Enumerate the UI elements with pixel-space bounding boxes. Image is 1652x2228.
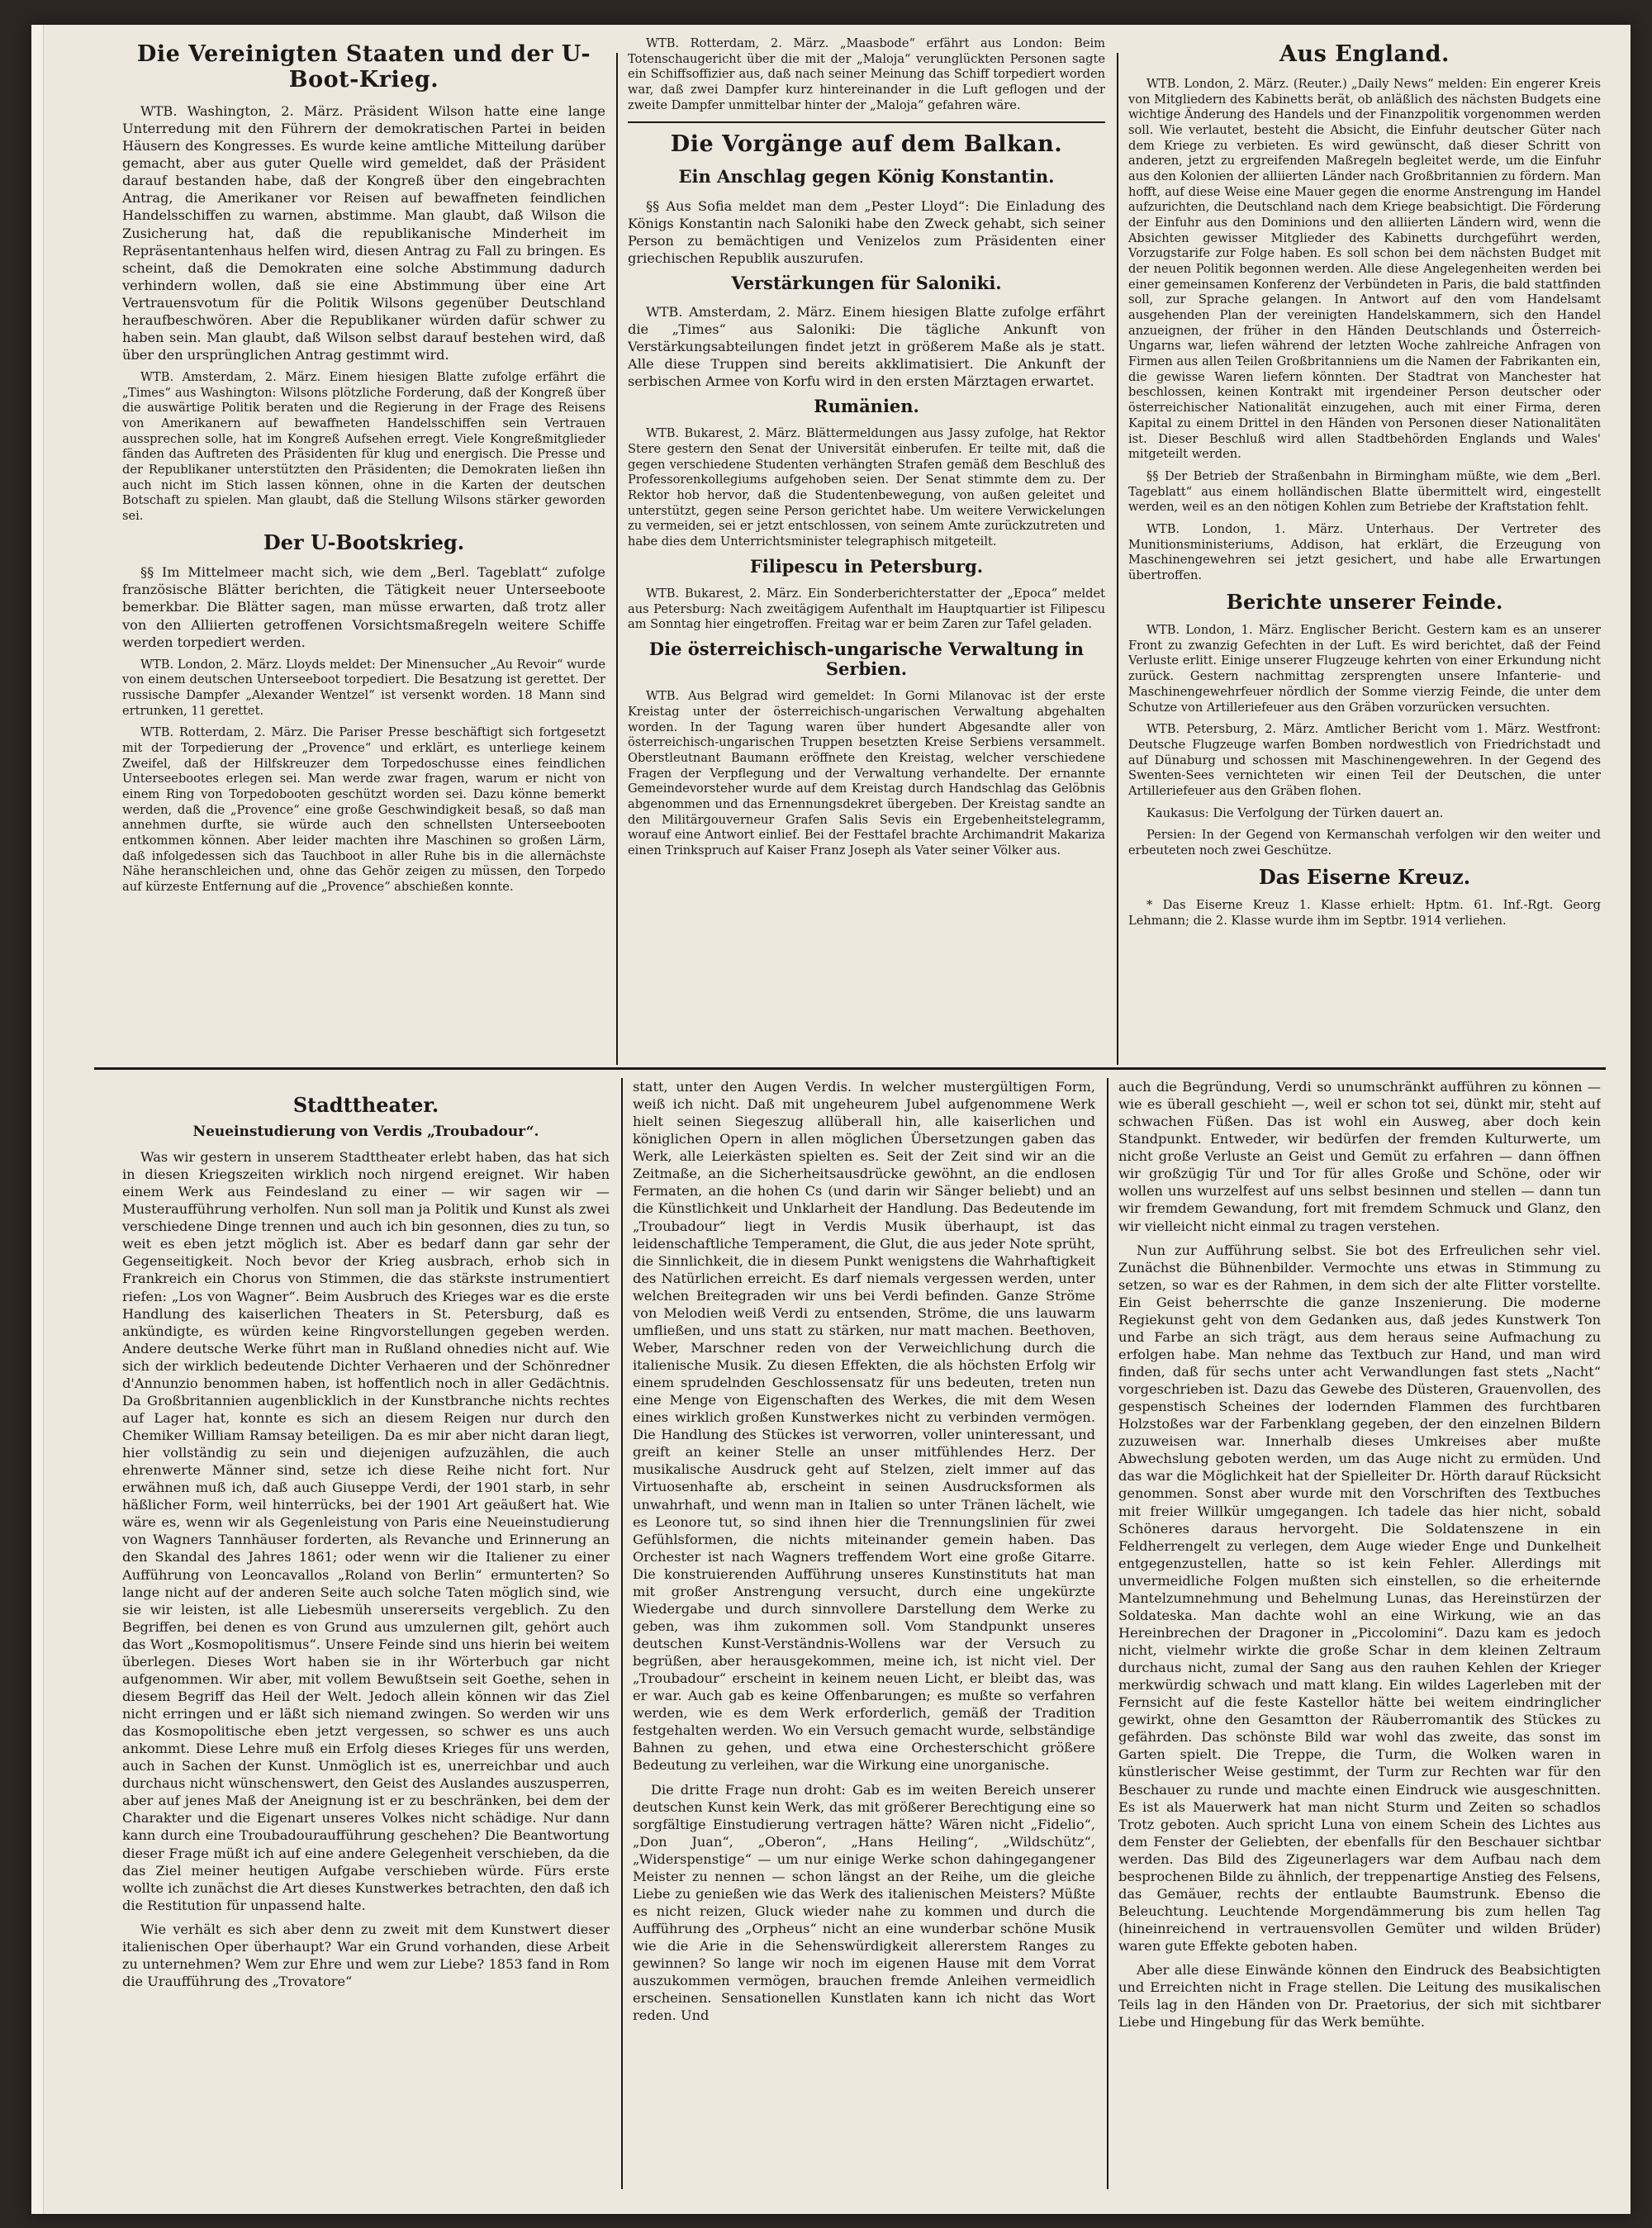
news-column-2 bbox=[628, 36, 1105, 1065]
article-paragraph: Wie verhält es sich aber denn zu zweit mit dem Kunstwert dieser italienischen Oper überhaupt? War ein Grund vorhanden, diese Arbeit zu unternehmen? Wem zur Ehre und wem zur Liebe? 1853 fand in Rom die Uraufführung des „Trovatore“ bbox=[122, 1921, 610, 1989]
feuilleton-column-2 bbox=[633, 1078, 1095, 2202]
article-headline: Die österreichisch-ungarische Verwaltung in Serbien. bbox=[648, 638, 1085, 680]
article-paragraph: Aber alle diese Einwände können den Eindruck des Beabsichtigten und Erreichten nicht in Frage stellen. Die Leitung des musikalischen Teils lag in den Händen von Dr. Praetorius, der sich mit sichtbarer Liebe und Hingebung für das Werk bemühte. bbox=[1118, 1962, 1601, 2031]
article-paragraph: Kaukasus: Die Verfolgung der Türken dauert an. bbox=[1146, 805, 1444, 820]
article-paragraph: WTB. London, 1. März. Englischer Bericht. Gestern kam es an unserer Front zu zwanzig Gefechten in der Luft. Es wird berichtet, daß der Feind Verluste erlitt. Einige unserer Flugzeuge kehrten von einer Erkundung nicht zurück. Gestern nachmittag zersprengten unsere Infanterie- und Maschinengewehrfeuer nördlich der Somme vierzig Feinde, die unter dem Schutze von Artilleriefeuer aus den Gräben vorzurücken versuchten. bbox=[1128, 623, 1601, 715]
article-headline: Ein Anschlag gegen König Konstantin. bbox=[678, 166, 1055, 188]
article-paragraph: WTB. London, 2. März. Lloyds meldet: Der Minensucher „Au Revoir“ wurde von einem deutschen Unterseeboot torpediert. Die Besatzung ist gerettet. Der russische Dampfer „Alexander Wentzel“ ist versenkt worden. 18 Mann sind ertrunken, 11 gerettet. bbox=[122, 657, 605, 718]
column-rule bbox=[1107, 1078, 1108, 2189]
article-headline: Der U-Bootskrieg. bbox=[263, 530, 465, 554]
section-headline: Die Vorgänge auf dem Balkan. bbox=[670, 131, 1063, 158]
news-column-3 bbox=[1128, 36, 1601, 1065]
column-rule bbox=[616, 53, 618, 1065]
feuilleton-column-1 bbox=[122, 1078, 610, 2202]
article-paragraph: auch die Begründung, Verdi so unumschränkt aufführen zu können — wie es überall geschieht —, weil er schon tot sei, dünkt mir, steht auf schwachen Füßen. Das ist wohl ein Ausweg, aber doch kein Standpunkt. Entweder, wir bedürfen der fremden Kulturwerte, um nicht große Verluste an Geist und Gemüt zu erfahren — dann öffnen wir großzügig Tür und Tor für alles Große und Schöne, oder wir wollen uns wurzelfest auf uns selbst besinnen und stellen — dann tun wir fremdem Gewandung, fort mit fremdem Schmuck und Glanz, den wir vielleicht nicht einmal zu tragen verstehen. bbox=[1118, 1079, 1601, 1234]
article-paragraph: §§ Der Betrieb der Straßenbahn in Birmingham müßte, wie dem „Berl. Tageblatt“ aus einem holländischen Blatte übermittelt wird, eingestellt werden, weil es an den nötigen Kohlen zum Betriebe der Kraftstation fehlt. bbox=[1128, 468, 1601, 515]
feuilleton-title: Stadttheater. bbox=[292, 1093, 439, 1117]
article-paragraph: Was wir gestern in unserem Stadttheater erlebt haben, das hat sich in diesen Kriegszeiten wirklich noch nirgend ereignet. Wir haben einem Werk aus Feindesland zu einer — wir sagen wir — Musteraufführung verholfen. Nun soll man ja Politik und Kunst als zwei verschiedene Dinge trennen und auch ich bin gesonnen, dies zu tun, so weit es eben jetzt möglich ist. Aber es bedarf dann gar sehr der Gegenseitigkeit. Noch bevor der Krieg ausbrach, erhob sich in Frankreich ein Chorus von Stimmen, die das stärkste instrumentiert riefen: „Los von Wagner“. Beim Ausbruch des Krieges war es die erste Handlung des kaiserlichen Theaters in St. Petersburg, daß es ankündigte, es würden keine Ringvorstellungen gegeben werden. Andere deutsche Werke führt man in Rußland ohnedies nicht auf. Wie sich der wirklich bedeutende Dichter Verhaeren und der Schönredner d'Annunzio benommen haben, ist hoffentlich noch in aller Gedächtnis. Da Großbritannien augenblicklich in der Kunstbranche nichts rechtes auf Lager hat, konnte es sich an diesem Reigen nur durch den Chemiker William Ramsay beteiligen. Da es mir aber nicht daran liegt, hier vollständig zu sein und diejenigen aufzuzählen, die auch ehrenwerte Männer sind, setze ich diese Reihe nicht fort. Nur erwähnen muß ich, daß auch Giuseppe Verdi, der 1901 starb, in sehr häßlicher Form, weil hinterrücks, bei der 1901 Art geäußert hat. Wie wäre es, wenn wir als Gegenleistung von Paris eine Neueinstudierung von Wagners Tannhäuser forderten, als Revanche und Erinnerung an den Skandal des Jahres 1861; oder wenn wir die Italiener zu einer Aufführung von Leoncavallos „Roland von Berlin“ ermunterten? So lange nicht auf der anderen Seite auch solche Taten möglich sind, wie sie wir leisten, ist alle Liebesmüh unsererseits vergeblich. Zu den Begriffen, bei denen es von Grund aus umzulernen gilt, gehört auch das Wort „Kosmopolitismus“. Unsere Feinde sind uns hierin bei weitem überlegen. Dieses Wort haben sie in ihr Wörterbuch gar nicht aufgenommen. Wir aber, mit vollem Bewußtsein seit Goethe, sehen in diesem Begriff das Heil der Welt. Jedoch allein können wir das Ziel nicht erringen und er läßt sich niemand zwingen. So werden wir uns das Kosmopolitische eben jetzt vergessen, so schwer es uns auch ankommt. Diese Lehre muß ein Erfolg dieses Krieges für uns werden, auch in Sachen der Kunst. Unmöglich ist es, unerreichbar und auch durchaus nicht wünschenswert, den Geist des Auslandes auszusperren, aber auf jenes Maß der Aneignung ist er zu beschränken, bei dem der Charakter und die Eigenart unseres Volkes nicht schädige. Nur dann kann durch eine Troubadouraufführung geschehen? Die Beantwortung dieser Frage müßt ich auf eine andere Gelegenheit verschieben, da die das Ziel meiner heutigen Aufgabe verschieben würde. Fürs erste wollte ich zunächst die Art dieses Kunstwerkes betrachten, den daß ich die Restitution für unpassend halte. bbox=[122, 1149, 610, 1913]
article-paragraph: * Das Eiserne Kreuz 1. Klasse erhielt: Hptm. 61. Inf.-Rgt. Georg Lehmann; die 2. Klasse wurde ihm im Septbr. 1914 verliehen. bbox=[1128, 898, 1601, 928]
article-headline: Verstärkungen für Saloniki. bbox=[731, 272, 1002, 293]
page-margin bbox=[31, 25, 44, 2214]
article-paragraph: Nun zur Aufführung selbst. Sie bot des Erfreulichen sehr viel. Zunächst die Bühnenbilder. Vermochte uns etwas in Stimmung zu setzen, so war es der Rahmen, in dem sich der alte Flitter vorstellte. Ein Geist beherrschte die ganze Inszenierung. Die moderne Regiekunst geht von dem Gedanken aus, daß jedes Kunstwerk Ton und Farbe an sich trägt, aus dem heraus seine Aufmachung zu erfolgen habe. Man nehme das Textbuch zur Hand, und man wird finden, daß für sechs unter acht Verwandlungen fast stets „Nacht“ vorgeschrieben ist. Dazu das Gewebe des Düsteren, Grauenvollen, des gespenstisch Scheines der lodernden Flammen des furchtbaren Holzstoßes war der Farbenklang gegeben, der den einzelnen Bildern zuzuweisen war. Innerhalb dieses Umkreises aber mußte Abwechslung geboten werden, um das Auge nicht zu ermüden. Und das war die Möglichkeit hat der Spielleiter Dr. Hörth darauf Rücksicht genommen. Sonst aber wurde mit den Vorschriften des Textbuches mit freier Willkür umgegangen. Ich tadele das hier nicht, sobald Schöneres daraus hervorgeht. Die Soldatenszene in ein Feldherrengelt zu verlegen, dem Auge wieder Enge und Dunkelheit entgegenzustellen, hatte so ist kein Fehler. Allerdings mit unvermeidliche Folgen mußten sich einstellen, so die erheiternde Mantelzumnehmung und Behelmung Lunas, das Hereinstürzen der Soldateska. Man dachte wohl an eine Wirkung, wie an das Hereinbrechen der Dragoner in „Piccolomini“. Dazu kam es jedoch nicht, vielmehr wirkte die große Schar in dem kleinen Zeltraum durchaus nicht, zumal der Sang aus den rauhen Kehlen der Krieger merkwürdig schwach und matt klang. Ein wildes Lagerleben mit der Fernsicht auf die feste Kastellor hätte bei weitem eindringlicher gewirkt, ohne den Gesamtton der Räuberromantik des Stückes zu gefährden. Das schönste Bild war wohl das zweite, das sonst im Garten spielt. Die Treppe, die Turm, die Wolken waren in künstlerischer Weise gestimmt, der Turm zur Rechten war für den Beschauer zu runde und machte einen Eindruck wie ausgeschnitten. Es ist als Mauerwerk hat man nicht Sturm und Zeiten so schadlos Trotz geboten. Auch spricht Luna von einem Schein des Lichtes aus dem Fenster der Geliebten, der ebenfalls für den Beschauer sichtbar werden. Das Bild des Zigeunerlagers war dem Aufbau nach dem besprochenen Bilde zu ähnlich, der treppenartige Anstieg des Felsens, das Gemäuer, rechts der entlaubte Baumstrunk. Ebenso die Beleuchtung. Leuchtende Morgendämmerung bis zum hellen Tag (hineinreichend in vertrauensvollen Gemüter und wilden Brüder) waren gute Effekte geboten haben. bbox=[1118, 1242, 1601, 1955]
article-paragraph: Persien: In der Gegend von Kermanschah verfolgen wir den weiter und erbeuteten noch zwei Geschütze. bbox=[1128, 828, 1601, 857]
article-headline: Das Eiserne Kreuz. bbox=[1258, 864, 1471, 889]
article-paragraph: statt, unter den Augen Verdis. In welcher mustergültigen Form, weiß ich nicht. Daß mit ungeheurem Jubel aufgenommene Werk hielt seinen Siegeszug allüberall hin, alle kaiserlichen und königlichen Opern in allen möglichen Übersetzungen gaben das Werk, alle Leierkästen spielten es. Seit der Zeit sind wir an die Zeitmaße, an die Sicherheitsausdrücke gewöhnt, an die endlosen Fermaten, an die hohen Cs (und darin wir Sänger beliebt) und an die Künstlichkeit und Unklarheit der Handlung. Das Bedeutende im „Troubadour“ liegt in Verdis Musik überhaupt, ist das leidenschaftliche Temperament, die Glut, die aus jeder Note sprüht, die Sinnlichkeit, die in diesem Punkt wenigstens die Wahrhaftigkeit des Natürlichen erreicht. Es darf niemals vergessen werden, unter welchen Breitegraden wir uns bei Verdi befinden. Ganze Ströme von Melodien weiß Verdi zu entsenden, Ströme, die uns lauwarm umfließen, und uns statt zu stärken, nur matt machen. Beethoven, Weber, Marschner reden von der Verweichlichung durch die italienische Musik. Zu diesen Effekten, die als höchsten Erfolg wir einem sprudelnden Geschlossensatz für uns bedeuten, treten nun eine Menge von Eigenschaften des Werkes, die mit dem Wesen eines wirklich großen Kunstwerkes nicht zu verbinden vermögen. Die Handlung des Stückes ist verworren, voller uninteressant, und greift an keiner Stelle an unser mitfühlendes Herz. Der musikalische Ausdruck geht auf Stelzen, zielt immer auf das Virtuosenhafte ab, erscheint in seinen Ausdrucksformen als unwahrhaft, und wenn man in Italien so unter Tränen lächelt, wie es Leonore tut, so sind ihnen hier die Trennungslinien für zwei Gefühlsformen, die nichts miteinander gemein haben. Das Orchester ist nach Wagners treffendem Wort eine große Gitarre. Die konstruierenden Aufführung unseres Kunstinstituts hat man mit großer Anstrengung versucht, durch eine ungekürzte Wiedergabe und durch sinnvollere Darstellung dem Werke zu geben, was ihm zukommen soll. Vom Standpunkt unseres deutschen Kunst-Verständnis-Wollens war der Versuch zu begrüßen, aber herausgekommen, meine ich, ist nicht viel. Der „Troubadour“ erscheint in keinem neuen Licht, er bleibt das, was er war. Auch gab es keine Offenbarungen; es mußte so verfahren werden, wie es dem Werk erforderlich, gemäß der Tradition festgehalten werden. Wo ein Versuch gemacht wurde, selbständige Bahnen zu gehen, und etwa eine Orchesterschicht größere Bedeutung zu verleihen, war die Wirkung eine unorganische. bbox=[633, 1079, 1095, 1774]
column-rule bbox=[1117, 53, 1118, 1065]
article-paragraph: WTB. London, 2. März. (Reuter.) „Daily News“ melden: Ein engerer Kreis von Mitgliedern des Kabinetts berät, ob anläßlich des nächsten Budgets eine wichtige Änderung des Handels und der Finanzpolitik vorgenommen werden soll. Wie verlautet, besteht die Absicht, die Einfuhr deutscher Güter nach dem Kriege zu verbieten. Es wird gewünscht, daß dieser Schritt von anderen, jetzt zu ergreifenden Maßregeln begleitet werde, um die Einfuhr aus den Kolonien der alliierten Länder nach Großbritannien zu fördern. Man hofft, auf diese Weise eine Mauer gegen die enorme Anstrengung im Handel aufzurichten, die Deutschland nach dem Kriege beabsichtigt. Die Förderung der Einfuhr aus den Dominions und den alliierten Ländern wird, wenn die Absichten gewisser Mitglieder des Kabinetts durchgeführt werden, Vorzugstarife zur Folge haben. Es soll schon bei dem nächsten Budget mit der neuen Politik begonnen werden. Alle diese Angelegenheiten werden bei einer gemeinsamen Konferenz der Verbündeten in Paris, die bald stattfinden soll, zur Sprache gelangen. In Antwort auf den vom Handelsamt ausgehenden Plan der vereinigten Handelskammern, sich den Handel anzueignen, der früher in den Händen Deutschlands und Österreich-Ungarns war, liefen während der letzten Woche zahlreiche Anfragen von Firmen aus allen Teilen Großbritanniens um die Namen der Fabrikanten ein, die gewisse Waren liefern könnten. Der Stadtrat von Manchester hat beschlossen, keinen Kontrakt mit irgendeiner Person deutscher oder österreichischer Nationalität einzugehen, auch mit einer Firma, deren Kapital zu einem Drittel in den Händen von Personen dieser Nationalitäten ist. Dieser Beschluß wird allen Stadtbehörden Englands und Wales' mitgeteilt werden. bbox=[1128, 77, 1601, 462]
newspaper-page bbox=[31, 25, 1631, 2214]
article-paragraph: WTB. Bukarest, 2. März. Ein Sonderberichterstatter der „Epoca“ meldet aus Petersburg: Nach zweitägigem Aufenthalt im Hauptquartier ist Filipescu am Sonntag hier eingetroffen. Freitag war er beim Zaren zur Tafel geladen. bbox=[628, 586, 1105, 632]
article-paragraph: WTB. Bukarest, 2. März. Blättermeldungen aus Jassy zufolge, hat Rektor Stere gestern den Senat der Universität einberufen. Er teilte mit, daß die gegen verschiedene Studenten verhängten Strafen gemäß dem Beschluß des Professorenkollegiums aufgehoben seien. Der Senat stimmte dem zu. Der Rektor hob hervor, daß die Studentenbewegung, von außen geleitet und unterstützt, gegen seine Person gerichtet habe. Um weitere Verwickelungen zu vermeiden, sei er jetzt entschlossen, von seinem Amte zurückzutreten und habe dies dem Unterrichtsminister telegraphisch mitgeteilt. bbox=[628, 426, 1105, 549]
article-paragraph: WTB. Aus Belgrad wird gemeldet: In Gorni Milanovac ist der erste Kreistag unter der österreichisch-ungarischen Verwaltung abgehalten worden. In der Tagung waren über hundert Abgesandte aller von österreichisch-ungarischen Truppen besetzten Kreise Serbiens versammelt. Oberstleutnant Baumann eröffnete den Kreistag, welcher verschiedene Fragen der Verpflegung und der Verwaltung verhandelte. Der ernannte Gemeindevorsteher wurde auf dem Kreistag durch Handschlag das Gelöbnis abgenommen und das Ernennungsdekret übergeben. Der Kreistag sandte an den Militärgouverneur Grafen Salis Sevis ein Ergebenheitstelegramm, worauf eine Antwort einlief. Bei der Festtafel brachte Archimandrit Makariza einen Trinkspruch auf Kaiser Franz Joseph als Vater seiner Völker aus. bbox=[628, 689, 1105, 857]
article-paragraph: WTB. Amsterdam, 2. März. Einem hiesigen Blatte zufolge erfährt die „Times“ aus Saloniki: Die tägliche Ankunft von Verstärkungsabteilungen findet jetzt in größerem Maße als je statt. Alle diese Truppen sind bereits akklimatisiert. Die Ankunft der serbischen Armee von Korfu wird in den ersten Märztagen erwartet. bbox=[628, 303, 1105, 390]
article-paragraph: Die dritte Frage nun droht: Gab es im weiten Bereich unserer deutschen Kunst kein Werk, das mit größerer Berechtigung eine so sorgfältige Einstudierung vertragen hätte? Wären nicht „Fidelio“, „Don Juan“, „Oberon“, „Hans Heiling“, „Wildschütz“, „Widerspenstige“ — um nur einige Werke schon dahingegangener Meister zu nennen — schon längst an der Reihe, um die gleiche Liebe zu genießen wie das Werk des italienischen Meisters? Müßte es nicht reizen, Gluck wieder nahe zu kommen und durch die Aufführung des „Orpheus“ nicht an eine wunderbar schöne Musik wie die Arie in die Sehenswürdigkeit allererstem Ranges zu gewinnen? So lange wir noch im eigenen Hause mit dem Vorrat auszukommen vermögen, brauchen fremde Anleihen vermeidlich erscheinen. Sensationellen Kunstlaten kann ich nicht das Wort reden. Und bbox=[633, 1781, 1095, 2024]
article-paragraph: WTB. Rotterdam, 2. März. Die Pariser Presse beschäftigt sich fortgesetzt mit der Torpedierung der „Provence“ und erklärt, es unterliege keinem Zweifel, daß der Hilfskreuzer dem Torpedoschusse eines feindlichen Unterseebootes erlegen sei. Man werde zwar fragen, warum er nicht von einem Ring von Torpedobooten geschützt worden sei. Dazu könne bemerkt werden, daß die „Provence“ eine große Geschwindigkeit besaß, so daß man annehmen durfte, sie würde auch den schnellsten Unterseebooten entkommen können. Aber leider machten ihre Maschinen so großen Lärm, daß infolgedessen sich das Tauchboot in aller Ruhe bis in die allernächste Nähe heranschleichen und, ohne das Gehör zeigen zu müssen, den Torpedo auf kürzeste Entfernung auf die „Provence“ abschießen konnte. bbox=[122, 725, 605, 895]
article-headline: Berichte unserer Feinde. bbox=[1226, 589, 1503, 614]
top-news-section bbox=[122, 36, 1601, 1065]
feuilleton-subtitle: Neueinstudierung von Verdis „Troubadour“. bbox=[192, 1124, 539, 1140]
section-divider bbox=[628, 121, 1105, 123]
article-headline: Die Vereinigten Staaten und der U-Boot-Krieg. bbox=[136, 41, 591, 93]
column-rule bbox=[621, 1078, 623, 2189]
article-paragraph: WTB. Washington, 2. März. Präsident Wilson hatte eine lange Unterredung mit den Führern der demokratischen Partei in beiden Häusern des Kongresses. Es wurde keine amtliche Mitteilung darüber gemacht, aber aus guter Quelle wird gemeldet, daß der Präsident darauf bestanden habe, daß der Kongreß über den eingebrachten Antrag, die Amerikaner vor Reisen auf bewaffneten feindlichen Handelsschiffen zu warnen, abstimme. Man glaubt, daß Wilson die Zusicherung hat, daß die republikanische Minderheit im Repräsentantenhaus helfen wird, diesen Antrag zu Fall zu bringen. Es scheint, daß die Demokraten eine solche Abstimmung dadurch verhindern wollen, daß sie eine Abstimmung über eine Art Vertrauensvotum für die Politik Wilsons gegenüber Deutschland heraufbeschwören. Aber die Republikaner würden dafür schwer zu haben sein. Man glaubt, daß Wilson selbst darauf bestehen wird, daß über den ursprünglichen Antrag gestimmt wird. bbox=[122, 103, 605, 363]
article-paragraph: §§ Im Mittelmeer macht sich, wie dem „Berl. Tageblatt“ zufolge französische Blätter berichten, die Tätigkeit neuer Unterseeboote bemerkbar. Die Blätter sagen, man müsse erwarten, daß trotz aller von den Alliierten getroffenen Vorsichtsmaßregeln weitere Schiffe werden torpediert werden. bbox=[122, 564, 605, 650]
article-headline: Rumänien. bbox=[814, 396, 919, 417]
news-column-1 bbox=[122, 36, 605, 1065]
article-headline: Aus England. bbox=[1279, 41, 1450, 67]
article-paragraph: §§ Aus Sofia meldet man dem „Pester Lloyd“: Die Einladung des Königs Konstantin nach Saloniki habe den Zweck gehabt, sich seiner Person zu bemächtigen und Venizelos zum Präsidenten einer griechischen Republik auszurufen. bbox=[628, 197, 1105, 266]
article-paragraph: WTB. Amsterdam, 2. März. Einem hiesigen Blatte zufolge erfährt die „Times“ aus Washington: Wilsons plötzliche Forderung, daß der Kongreß über die auswärtige Politik beraten und die Regierung in der Frage des Reisens von Amerikanern auf bewaffneten Handelsschiffen sein Vertrauen aussprechen solle, hat im Kongreß Aufsehen erregt. Viele Kongreßmitglieder fänden das Auftreten des Präsidenten für klug und energisch. Die Presse und der Republikaner unterstützten den Präsidenten; die Demokraten ließen ihn auch nicht im Stich lassen können, ohne in die Karten der deutschen Botschaft zu spielen. Man glaubt, daß die Stellung Wilsons stärker geworden sei. bbox=[122, 370, 605, 524]
section-rule bbox=[94, 1067, 1606, 1070]
article-paragraph: WTB. Rotterdam, 2. März. „Maasbode“ erfährt aus London: Beim Totenschaugericht über die mit der „Maloja“ verunglückten Personen sagte ein Schiffsoffizier aus, daß nach seiner Meinung das Schiff torpediert worden war, daß zwei Dampfer kurz hintereinander in die Luft geflogen und der zweite Dampfer unmittelbar hinter der „Maloja“ gefahren wäre. bbox=[628, 36, 1105, 112]
article-paragraph: WTB. Petersburg, 2. März. Amtlicher Bericht vom 1. März. Westfront: Deutsche Flugzeuge warfen Bomben nordwestlich von Friedrichstadt und auf Dünaburg und schossen mit Maschinengewehren. In der Gegend des Swenten-Sees vernichteten wir einen Teil der Deutschen, die unter Artilleriefeuer aus den Gräben flohen. bbox=[1128, 722, 1601, 798]
feuilleton-section bbox=[122, 1078, 1601, 2202]
feuilleton-column-3 bbox=[1118, 1078, 1601, 2202]
article-paragraph: WTB. London, 1. März. Unterhaus. Der Vertreter des Munitionsministeriums, Addison, hat erklärt, die Erzeugung von Maschinengewehren sei jetzt gesichert, und habe alle Erwartungen übertroffen. bbox=[1128, 521, 1601, 582]
article-headline: Filipescu in Petersburg. bbox=[749, 555, 984, 577]
